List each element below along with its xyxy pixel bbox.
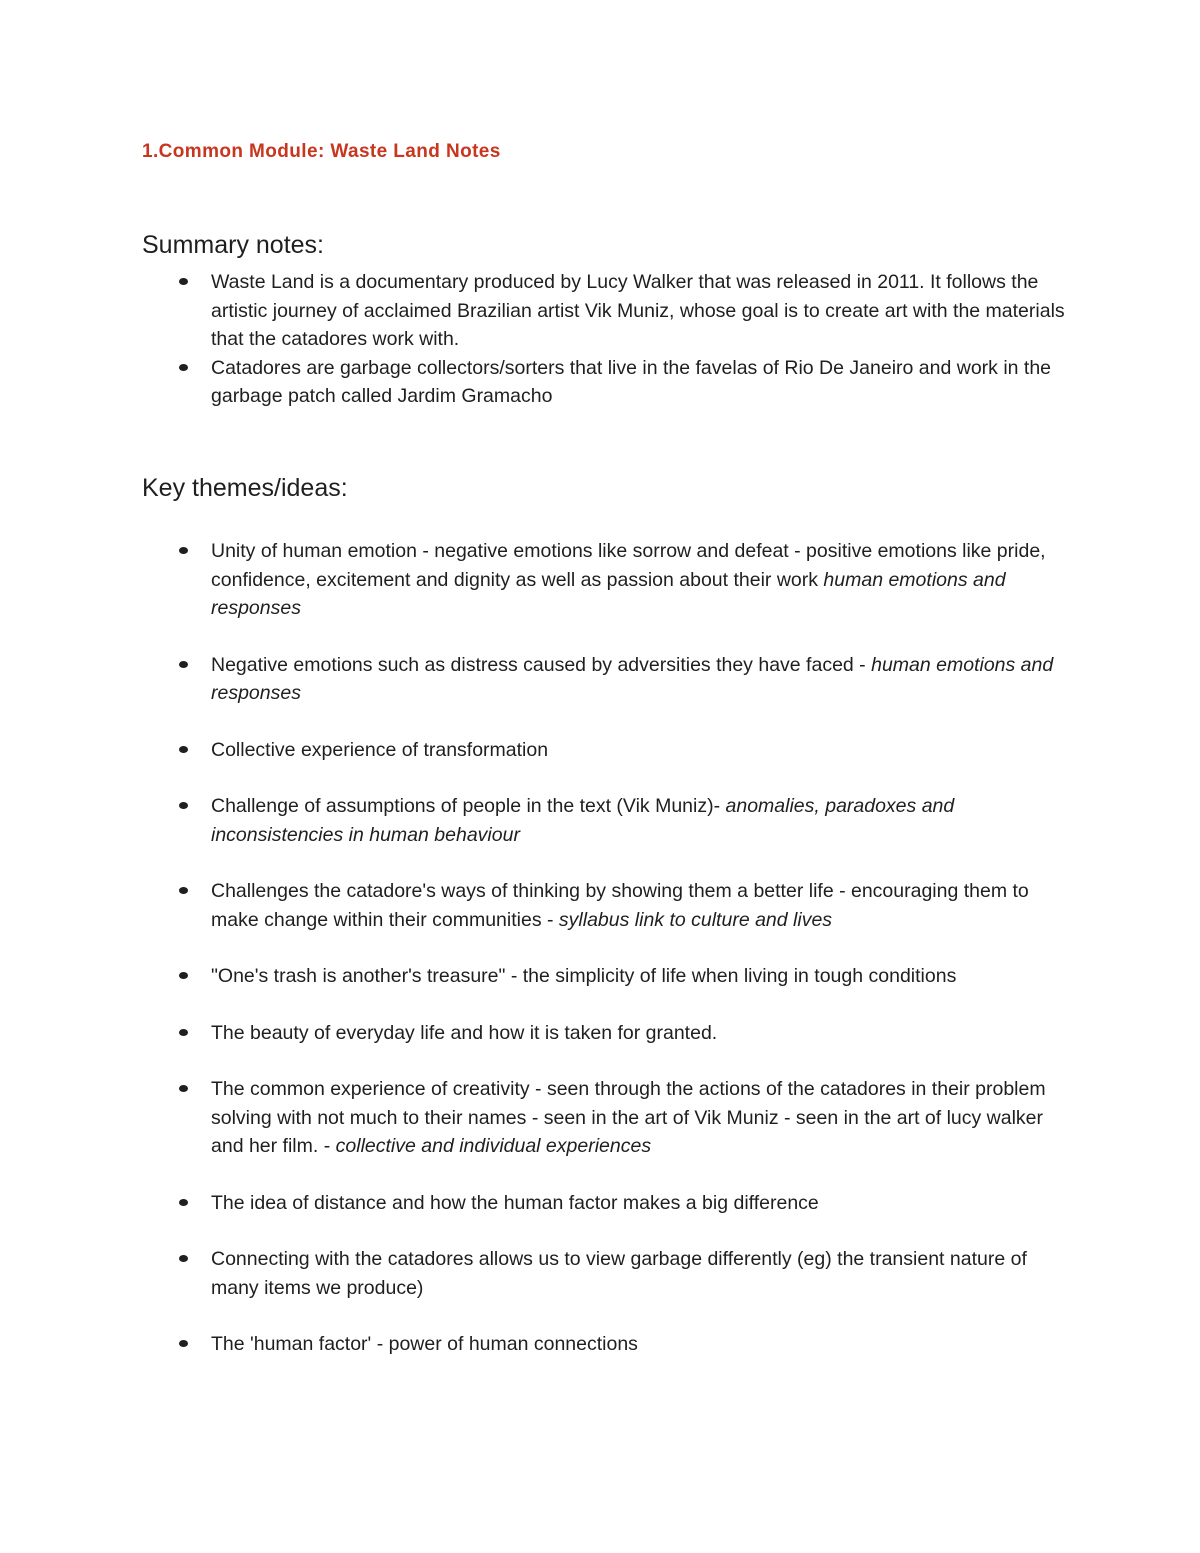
bullet-icon — [179, 661, 188, 668]
list-item-text: The common experience of creativity - seen through the actions of the catadores in their problem solving with not much to their names - seen in the art of Vik Muniz - seen in the art of lucy walker and her film. - — [211, 1078, 1046, 1157]
list-item — [0, 877, 1200, 934]
list-item-text: Unity of human emotion - negative emotions like sorrow and defeat - positive emotions like pride, confidence, excitement and dignity as well as passion about their work — [211, 540, 1046, 591]
list-item — [0, 1075, 1200, 1161]
bullet-icon — [179, 547, 188, 554]
list-item-text: Waste Land is a documentary produced by Lucy Walker that was released in 2011. It follows the artistic journey of acclaimed Brazilian artist Vik Muniz, whose goal is to create art with the materials that the catadores work with. — [211, 271, 1065, 350]
bullet-icon — [179, 278, 188, 285]
summary-heading: Summary notes: — [142, 231, 325, 259]
list-item — [0, 736, 1200, 765]
bullet-icon — [179, 1340, 188, 1347]
bullet-icon — [179, 364, 188, 371]
list-item — [0, 1330, 1200, 1359]
list-item — [0, 1189, 1200, 1218]
list-item — [0, 354, 1200, 411]
themes-list — [0, 537, 1200, 1387]
bullet-icon — [179, 1199, 188, 1206]
list-item-text: Challenges the catadore's ways of thinking by showing them a better life - encouraging them to make change within their communities - — [211, 880, 1029, 931]
bullet-icon — [179, 1029, 188, 1036]
syllabus-link: anomalies, paradoxes and inconsistencies in human behaviour — [211, 795, 955, 846]
list-item-text: Catadores are garbage collectors/sorters that live in the favelas of Rio De Janeiro and work in the garbage patch called Jardim Gramacho — [211, 356, 1052, 407]
list-item — [0, 1245, 1200, 1302]
list-item — [0, 651, 1200, 708]
list-item — [0, 268, 1200, 354]
summary-list — [0, 268, 1200, 411]
list-item-text: "One's trash is another's treasure" - the simplicity of life when living in tough conditions — [211, 965, 957, 987]
list-item-text: Collective experience of transformation — [211, 738, 549, 761]
list-item-text: The idea of distance and how the human factor makes a big difference — [211, 1191, 819, 1214]
document-title: 1.Common Module: Waste Land Notes — [142, 141, 501, 162]
syllabus-link: syllabus link to culture and lives — [558, 908, 833, 931]
list-item-text: The beauty of everyday life and how it is taken for granted. — [211, 1021, 718, 1044]
list-item-text: The 'human factor' - power of human connections — [211, 1333, 638, 1355]
themes-heading: Key themes/ideas: — [142, 474, 348, 502]
bullet-icon — [179, 1085, 188, 1092]
bullet-icon — [179, 746, 188, 753]
list-item — [0, 1019, 1200, 1048]
list-item-text: Connecting with the catadores allows us to view garbage differently (eg) the transient nature of many items we produce) — [211, 1248, 1027, 1299]
syllabus-link: collective and individual experiences — [335, 1135, 652, 1157]
bullet-icon — [179, 972, 188, 979]
syllabus-link: human emotions and responses — [211, 568, 1006, 619]
syllabus-link: human emotions and responses — [211, 653, 1054, 704]
list-item — [0, 537, 1200, 623]
list-item — [0, 792, 1200, 849]
list-item — [0, 962, 1200, 991]
bullet-icon — [179, 887, 188, 894]
list-item-text: Negative emotions such as distress caused by adversities they have faced - — [211, 653, 872, 676]
list-item-text: Challenge of assumptions of people in the text (Vik Muniz)- — [211, 795, 726, 817]
bullet-icon — [179, 1255, 188, 1262]
bullet-icon — [179, 802, 188, 809]
